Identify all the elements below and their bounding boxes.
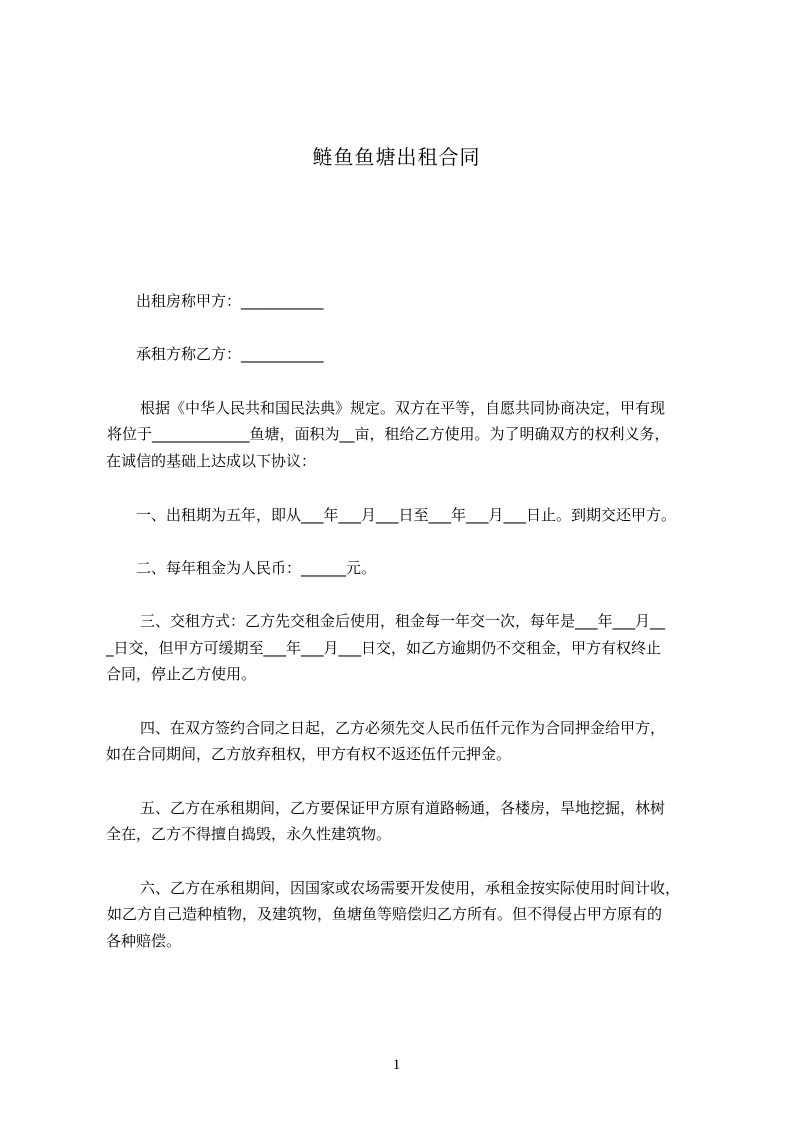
party-a-line: 出租房称甲方：___________	[136, 292, 324, 310]
clause-3-line-3: 合同，停止乙方使用。	[106, 665, 257, 683]
clause-5-line-2: 全在，乙方不得擅自捣毁，永久性建筑物。	[106, 825, 392, 843]
clause-3-line-1: 三、交租方式：乙方先交租金后使用，租金每一年交一次，每年是___年___月__	[140, 612, 666, 630]
clause-2: 二、每年租金为人民币：______元。	[136, 559, 377, 577]
clause-4-line-1: 四、在双方签约合同之日起，乙方必须先交人民币伍仟元作为合同押金给甲方，	[140, 719, 666, 737]
intro-line-2: 将位于_____________鱼塘，面积为__亩，租给乙方使用。为了明确双方的权利义务，	[107, 425, 670, 443]
page-number: 1	[392, 1057, 401, 1073]
clause-6-line-1: 六、乙方在承租期间，因国家或农场需要开发使用，承租金按实际使用时间计收，	[140, 879, 681, 897]
clause-4-line-2: 如在合同期间，乙方放弃租权，甲方有权不返还伍仟元押金。	[106, 745, 512, 763]
clause-6-line-3: 各种赔偿。	[106, 932, 182, 950]
clause-3-line-2: _日交，但甲方可缓期至___年___月___日交，如乙方逾期仍不交租金，甲方有权终止	[106, 639, 662, 657]
party-b-line: 承租方称乙方：___________	[136, 345, 324, 363]
intro-line-1: 根据《中华人民共和国民法典》规定。双方在平等，自愿共同协商决定，甲有现	[140, 399, 666, 417]
clause-6-line-2: 如乙方自己造种植物，及建筑物，鱼塘鱼等赔偿归乙方所有。但不得侵占甲方原有的	[107, 905, 663, 923]
clause-1: 一、出租期为五年，即从___年___月___日至___年___月___日止。到期交还甲方。	[136, 506, 677, 524]
intro-line-3: 在诚信的基础上达成以下协议：	[106, 452, 317, 470]
document-title: 鲢鱼鱼塘出租合同	[312, 145, 481, 169]
clause-5-line-1: 五、乙方在承租期间，乙方要保证甲方原有道路畅通，各楼房，旱地挖掘，林树	[140, 799, 666, 817]
